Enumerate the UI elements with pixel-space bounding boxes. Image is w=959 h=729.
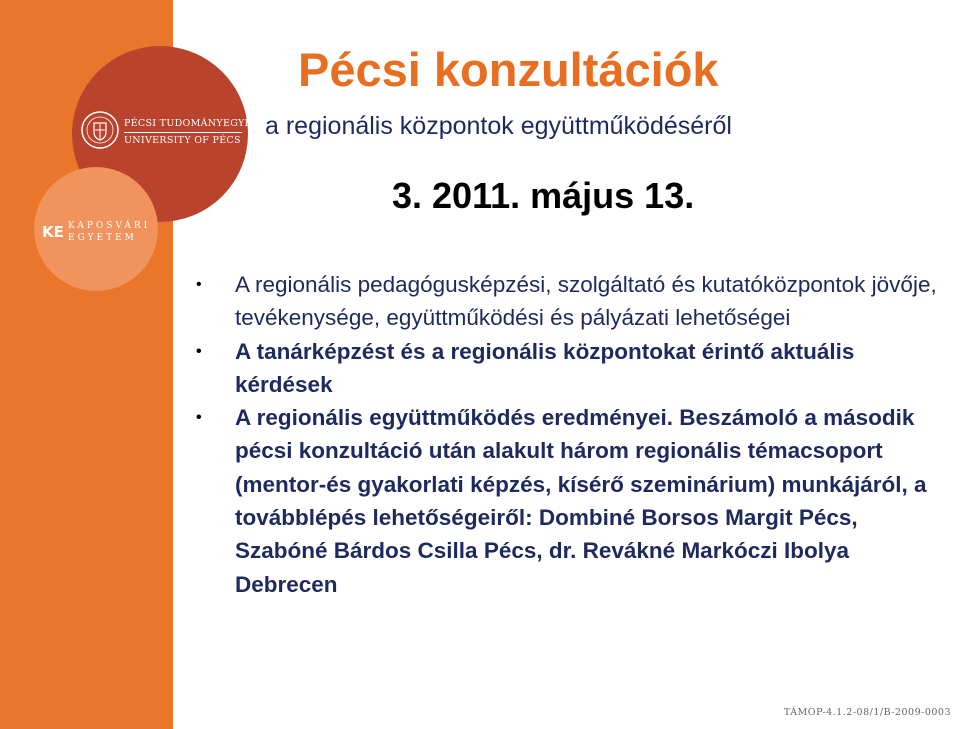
page-title: Pécsi konzultációk bbox=[298, 43, 719, 96]
ke-name-line1: KAPOSVÁRI bbox=[68, 221, 151, 231]
pte-name-hu: PÉCSI TUDOMÁNYEGYETEM bbox=[124, 118, 276, 129]
agenda-item-text: A regionális pedagógusképzési, szolgáltató és kutatóközpontok jövője, tevékenysége, együttműködési és pályázati lehetőségei bbox=[235, 272, 937, 331]
ke-name-line2: EGYETEM bbox=[68, 233, 137, 243]
pte-logo bbox=[80, 108, 276, 158]
ke-mark-icon: KE bbox=[42, 223, 64, 241]
agenda-item bbox=[195, 401, 947, 601]
bullet-icon: • bbox=[196, 342, 202, 360]
agenda-item bbox=[195, 268, 947, 335]
agenda-item-text: A regionális együttműködés eredményei. Beszámoló a második pécsi konzultáció után alakult három regionális témacsoport (mentor-és gyakorlati képzés, kísérő szeminárium) munkájáról, a továbblépés lehetőségeiről: Dombiné Borsos Margit Pécs, Szabóné Bárdos Csilla Pécs, dr. Revákné Markóczi Ibolya Debrecen bbox=[235, 405, 927, 597]
ke-logo bbox=[42, 220, 157, 250]
event-date: 3. 2011. május 13. bbox=[392, 175, 695, 216]
agenda-list bbox=[195, 268, 947, 601]
agenda-item bbox=[195, 335, 947, 402]
pte-name-en: UNIVERSITY OF PÉCS bbox=[124, 135, 241, 146]
page-subtitle: a regionális központok együttműködéséről bbox=[265, 112, 732, 140]
agenda-item-text: A tanárképzést és a regionális központokat érintő aktuális kérdések bbox=[235, 338, 855, 397]
bullet-icon: • bbox=[196, 276, 202, 293]
bullet-icon: • bbox=[196, 409, 202, 427]
pte-seal-icon bbox=[80, 110, 120, 150]
project-code: TÁMOP-4.1.2-08/1/B-2009-0003 bbox=[783, 707, 951, 718]
